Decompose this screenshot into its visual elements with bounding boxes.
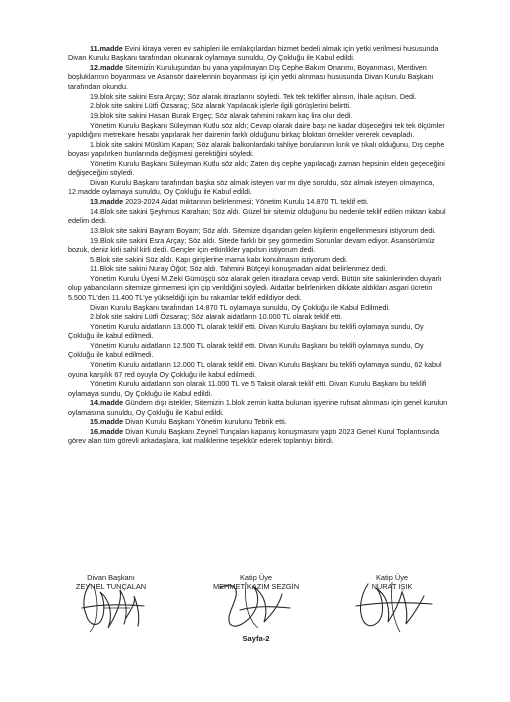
- minutes-paragraph: [68, 101, 450, 110]
- paragraph-text: Divan Kurulu Başkanı tarafından 14.870 TL oylamaya sunuldu, Oy Çokluğu ile Kabul Edilmedi.: [90, 302, 391, 312]
- minutes-paragraph: [68, 92, 450, 101]
- minutes-paragraph: [68, 207, 450, 226]
- paragraph-text: 13.Blok site sakini Bayram Boyam; Söz aldı. Sitemize dışarıdan gelen kişilerin engellenmesini istiyorum dedi.: [90, 225, 436, 235]
- handwritten-signature-clerk-2: [340, 576, 444, 636]
- minutes-paragraph: [68, 427, 450, 446]
- page-number: Sayfa-2: [242, 634, 270, 643]
- paragraph-text: Yönetim Kurulu Başkanı Süleyman Kutlu söz aldı; Zaten dış cephe yapılacağı zaman hepsinin elden geçeceğini değişeceğini söyledi.: [68, 158, 445, 178]
- minutes-paragraph: [68, 398, 450, 417]
- signature-title: Divan Başkanı: [87, 573, 135, 582]
- paragraph-text: Yönetim Kurulu Üyesi M.Zeki Gümüşçü söz alarak gelen itirazlara cevap verdi. Bütün site sakinlerinden duyarlı olup yabancıların sitemize girmemesi için çip verildiğini söyledi. Aidatlar belirlenirken dikkate aldıkları asgari ücretin 5.500 TL'den 11.400 TL'ye yükseldiği için bu rakamlar teklif edildiyor dedi.: [68, 274, 442, 302]
- minutes-paragraph: [68, 264, 450, 273]
- signature-title: Katip Üye: [375, 573, 409, 582]
- paragraph-text: Divan Kurulu Başkanı tarafından başka söz almak isteyen var mı diye soruldu, söz almak isteyen olmayınca, 12.madde oylamaya sunuldu, Oy Çokluğu ile Kabul edildi.: [68, 177, 435, 197]
- signature-name: MEHMET KAZIM SEZGİN: [212, 582, 300, 591]
- signature-name: ZEYNEL TUNÇALAN: [75, 582, 147, 591]
- minutes-paragraph: [68, 111, 450, 120]
- paragraph-text: Yönetim Kurulu aidatların 13.000 TL olarak teklif etti. Divan Kurulu Başkanı bu teklifi oylamaya sundu, Oy Çokluğu ile kabul edilmedi.: [68, 322, 424, 341]
- paragraph-text: 19.blok site sakini Hasan Burak Ergeç; Söz alarak tahmini rakam kaç lira olur dedi.: [90, 110, 353, 120]
- paragraph-text: Evini kiraya veren ev sahipleri ile emlakçılardan hizmet bedeli almak için yetki verilmesi hususunda Divan Kurulu Başkanı tarafından okunarak oylamaya sunuldu, Oy Çokluğu ile Kabul edildi.: [68, 44, 439, 63]
- article-number: 13.madde: [90, 197, 124, 207]
- minutes-body: [68, 44, 450, 446]
- paragraph-text: Divan Kurulu Başkanı Zeynel Tunçalan kapanış konuşmasını yaptı 2023 Genel Kurul Toplantısında görev alan tüm görevli arkadaşlara, kat maliklerine teşekkür ederek toplantıyı bitirdi.: [68, 427, 440, 446]
- minutes-paragraph: [68, 417, 450, 426]
- paragraph-text: 2023-2024 Aidat miktarının belirlenmesi; Yönetim Kurulu 14.870 TL teklif etti.: [123, 197, 369, 207]
- paragraph-text: Yönetim Kurulu aidatların son olarak 11.000 TL ve 5 Taksit olarak teklif etti. Divan Kurulu Başkanı bu teklifi oylamaya sundu, Oy Çokluğu ile Kabul edildi.: [68, 379, 427, 398]
- paragraph-text: 19.blok site sakini Esra Arçay; Söz alarak itirazlarını söyledi. Tek tek teklifler alınsın, İhale açılsın. Dedi.: [90, 91, 417, 101]
- paragraph-text: Sitemizin Kuruluşundan bu yana yapılmayan Dış Cephe Bakım Onarımı, Boyanması, Merdiven boşluklarının boyanması ve Asansör dairelerinin boyanması işi için yetki alınması hususunda Divan Kurulu Başkanı tarafından okundu.: [68, 63, 434, 91]
- minutes-paragraph: [68, 140, 450, 159]
- minutes-paragraph: [68, 236, 450, 255]
- minutes-paragraph: [68, 197, 450, 206]
- signature-title: Katip Üye: [239, 573, 273, 582]
- minutes-paragraph: [68, 255, 450, 264]
- paragraph-text: Divan Kurulu Başkanı Yönetim kurulunu Tebrik etti.: [123, 417, 287, 427]
- minutes-paragraph: [68, 360, 450, 379]
- minutes-paragraph: [68, 341, 450, 360]
- paragraph-text: Yönetim Kurulu Başkanı Süleyman Kutlu söz aldı; Cevap olarak daire başı ne kadar düşeceğini tek tek ölçümler yapıldığını metrekare hesabı yapılarak her dairenin farklı olduğunu birkaç bloktan örnekler vererek cevapladı.: [68, 120, 445, 140]
- minutes-paragraph: [68, 44, 450, 63]
- article-number: 15.madde: [90, 417, 124, 427]
- handwritten-signature-clerk-1: [200, 576, 310, 634]
- article-number: 16.madde: [90, 427, 124, 437]
- minutes-paragraph: [68, 379, 450, 398]
- minutes-paragraph: [68, 322, 450, 341]
- paragraph-text: 14.Blok site sakini Şeyhmus Karahan; Söz aldı. Güzel bir sitemiz olduğunu bu nedenle teklif edilen miktarı kabul edelim dedi.: [68, 206, 446, 226]
- paragraph-text: 11.Blok site sakini Nuray Öğüt; Söz aldı. Tahmini Bütçeyi konuşmadan aidat belirlenmez dedi.: [90, 264, 387, 274]
- article-number: 11.madde: [90, 44, 123, 53]
- paragraph-text: 19.Blok site sakini Esra Arçay; Söz aldı. Sitede farklı bir şey görmedim Sorunlar devam ediyor. Asansörümüz bozuk, deniz kirli sahil kirli dedi. Gençler için etkinlikler yapılsın istiyorum dedi.: [68, 235, 435, 254]
- article-number: 12.madde: [90, 63, 124, 73]
- signature-name: NURAT IŞIK: [371, 582, 413, 591]
- paragraph-text: 5.Blok site sakini Söz aldı. Kapı girişlerine mama kabı konulmasın istiyorum dedi.: [90, 254, 348, 264]
- minutes-paragraph: [68, 121, 450, 140]
- paragraph-text: 2.blok site sakini Lütfi Özsaraç; Söz alarak aidatların 10.000 TL olarak teklif etti.: [90, 312, 343, 322]
- minutes-paragraph: [68, 63, 450, 91]
- minutes-paragraph: [68, 274, 450, 302]
- minutes-paragraph: [68, 178, 450, 197]
- paragraph-text: Yönetim Kurulu aidatların 12.500 TL olarak teklif etti. Divan Kurulu Başkanı bu teklifi oylamaya sundu, Oy Çokluğu ile kabul edilmedi.: [68, 341, 424, 360]
- paragraph-text: 1.blok site sakini Müslüm Kapan; Söz alarak balkonlardaki tahliye borularının kırık ve tıkalı olduğunu, Dış cephe boyası yapılırken bunlarında değişmesi gerektiğini söyledi.: [68, 139, 445, 159]
- minutes-paragraph: [68, 312, 450, 321]
- minutes-paragraph: [68, 226, 450, 235]
- minutes-paragraph: [68, 159, 450, 178]
- paragraph-text: Yönetim Kurulu aidatların 12.000 TL olarak teklif etti. Divan Kurulu Başkanı bu teklifi oylamaya sundu, 62 kabul oyuna karşılık 67 red oyuyla Oy Çokluğu ile kabul edilmedi.: [68, 360, 442, 379]
- paragraph-text: Gündem dışı istekler, Sitemizin 1.blok zemin katta bulunan işyerine ruhsat alınması için genel kurulun oylamasına sunuldu, Oy Çokluğu ile Kabul edildi.: [68, 398, 448, 417]
- handwritten-signature-chair: [60, 578, 160, 636]
- minutes-paragraph: [68, 303, 450, 312]
- paragraph-text: 2.blok site sakini Lütfi Özsaraç; Söz alarak Yapılacak işlerle ilgili görüşlerini belirtti.: [90, 101, 351, 111]
- article-number: 14.madde: [90, 398, 124, 408]
